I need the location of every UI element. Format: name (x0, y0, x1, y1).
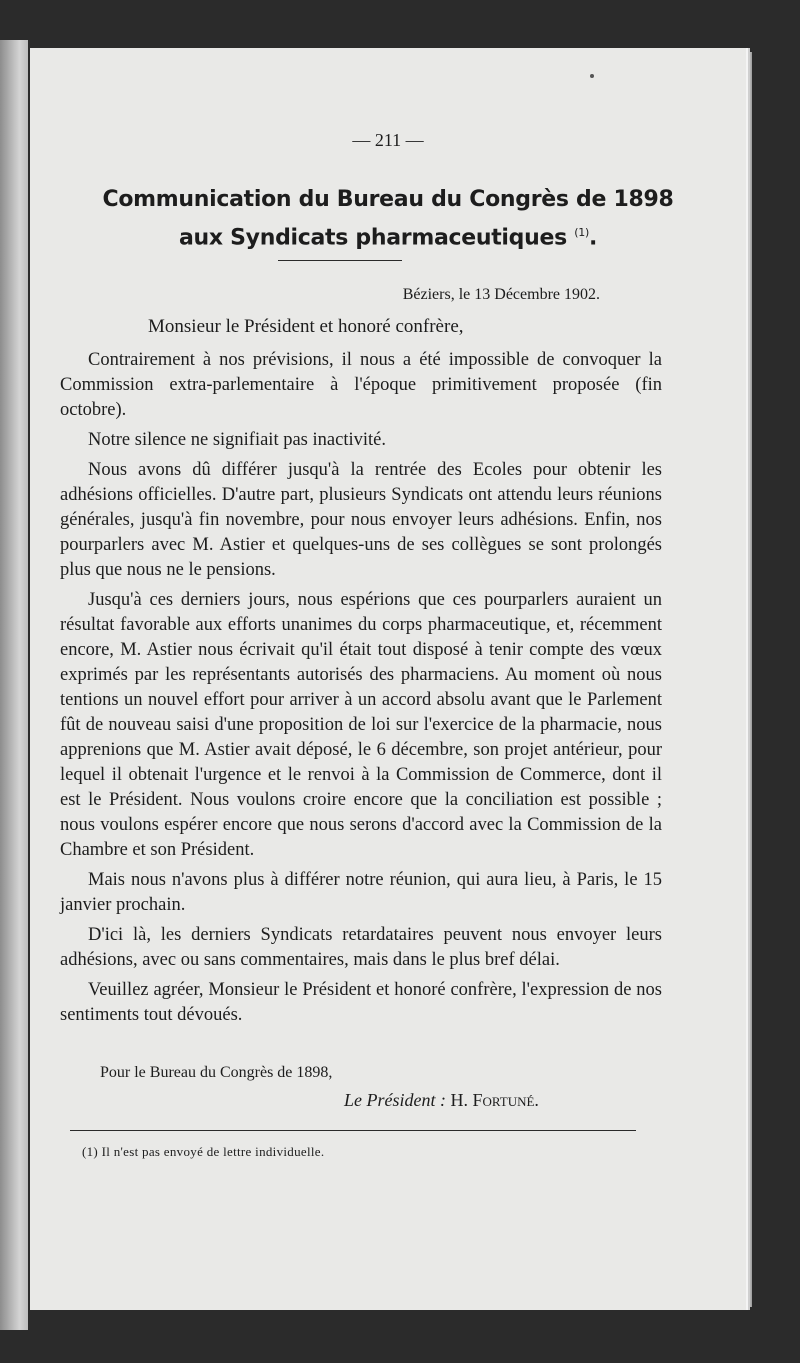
paragraph: Mais nous n'avons plus à différer notre réunion, qui aura lieu, à Paris, le 15 janvier prochain. (60, 870, 662, 915)
footnote-divider (70, 1130, 636, 1131)
paragraph: D'ici là, les derniers Syndicats retardataires peuvent nous envoyer leurs adhésions, avec ou sans commentaires, mais dans le plus bref délai. (60, 925, 662, 970)
title-line-2: aux Syndicats pharmaceutiques $^{(1)}$. (178, 225, 598, 251)
book-page (30, 48, 746, 1310)
facing-page-edge (0, 40, 28, 1330)
dateline: Béziers, le 13 Décembre 1902. (402, 286, 600, 303)
page-edge-shadow (746, 52, 752, 1307)
title-divider (278, 260, 402, 261)
paragraph: Notre silence ne signifiait pas inactivité. (88, 430, 386, 450)
signature-initial: H. (450, 1090, 468, 1110)
title-line-1: Communication du Bureau du Congrès de 1898 (102, 187, 674, 212)
title-line-2-text: aux Syndicats pharmaceutiques (178, 225, 567, 251)
signature (344, 1090, 539, 1111)
letter-body (60, 348, 662, 1033)
article-title (70, 183, 706, 254)
footnote-reference: (1) (574, 226, 589, 239)
signature-name: Fortuné. (472, 1090, 539, 1110)
page-number: — 211 — (352, 130, 424, 150)
salutation: Monsieur le Président et honoré confrère, (148, 316, 464, 337)
paragraph: Jusqu'à ces derniers jours, nous espérions que ces pourparlers auraient un résultat favorable aux efforts unanimes du corps pharmaceutique, et, récemment encore, M. Astier nous écrivait qu'il était tout disposé à tenir compte des vœux exprimés par les représentants autorisés des pharmaciens. Au moment où nous tentions un nouvel effort pour arriver à un accord absolu avant que le Parlement fût de nouveau saisi d'une proposition de loi sur l'exercice de la pharmacie, nous apprenions que M. Astier avait déposé, le 6 décembre, son projet antérieur, pour lequel il obtenait l'urgence et le renvoi à la Commission de Commerce, dont il est le Président. Nous voulons croire encore que la conciliation est possible ; nous voulons espérer encore que nous serons d'accord avec la Commission de la Chambre et son Président. (60, 590, 662, 860)
paragraph: Nous avons dû différer jusqu'à la rentrée des Ecoles pour obtenir les adhésions officielles. D'autre part, plusieurs Syndicats ont attendu leurs réunions générales, jusqu'à fin novembre, pour nous envoyer leurs adhésions. Enfin, nos pourparlers avec M. Astier et quelques-uns de ses collègues se sont prolongés plus que nous ne le pensions. (60, 460, 662, 580)
footnote: (1) Il n'est pas envoyé de lettre individuelle. (82, 1144, 325, 1159)
paragraph: Contrairement à nos prévisions, il nous a été impossible de convoquer la Commission extra-parlementaire à l'époque primitivement proposée (fin octobre). (60, 350, 662, 420)
signature-role: Le Président : (344, 1090, 446, 1110)
sender-line: Pour le Bureau du Congrès de 1898, (100, 1064, 333, 1081)
closing-paragraph: Veuillez agréer, Monsieur le Président et honoré confrère, l'expression de nos sentiments tout dévoués. (60, 980, 662, 1025)
ink-speck (590, 74, 594, 78)
